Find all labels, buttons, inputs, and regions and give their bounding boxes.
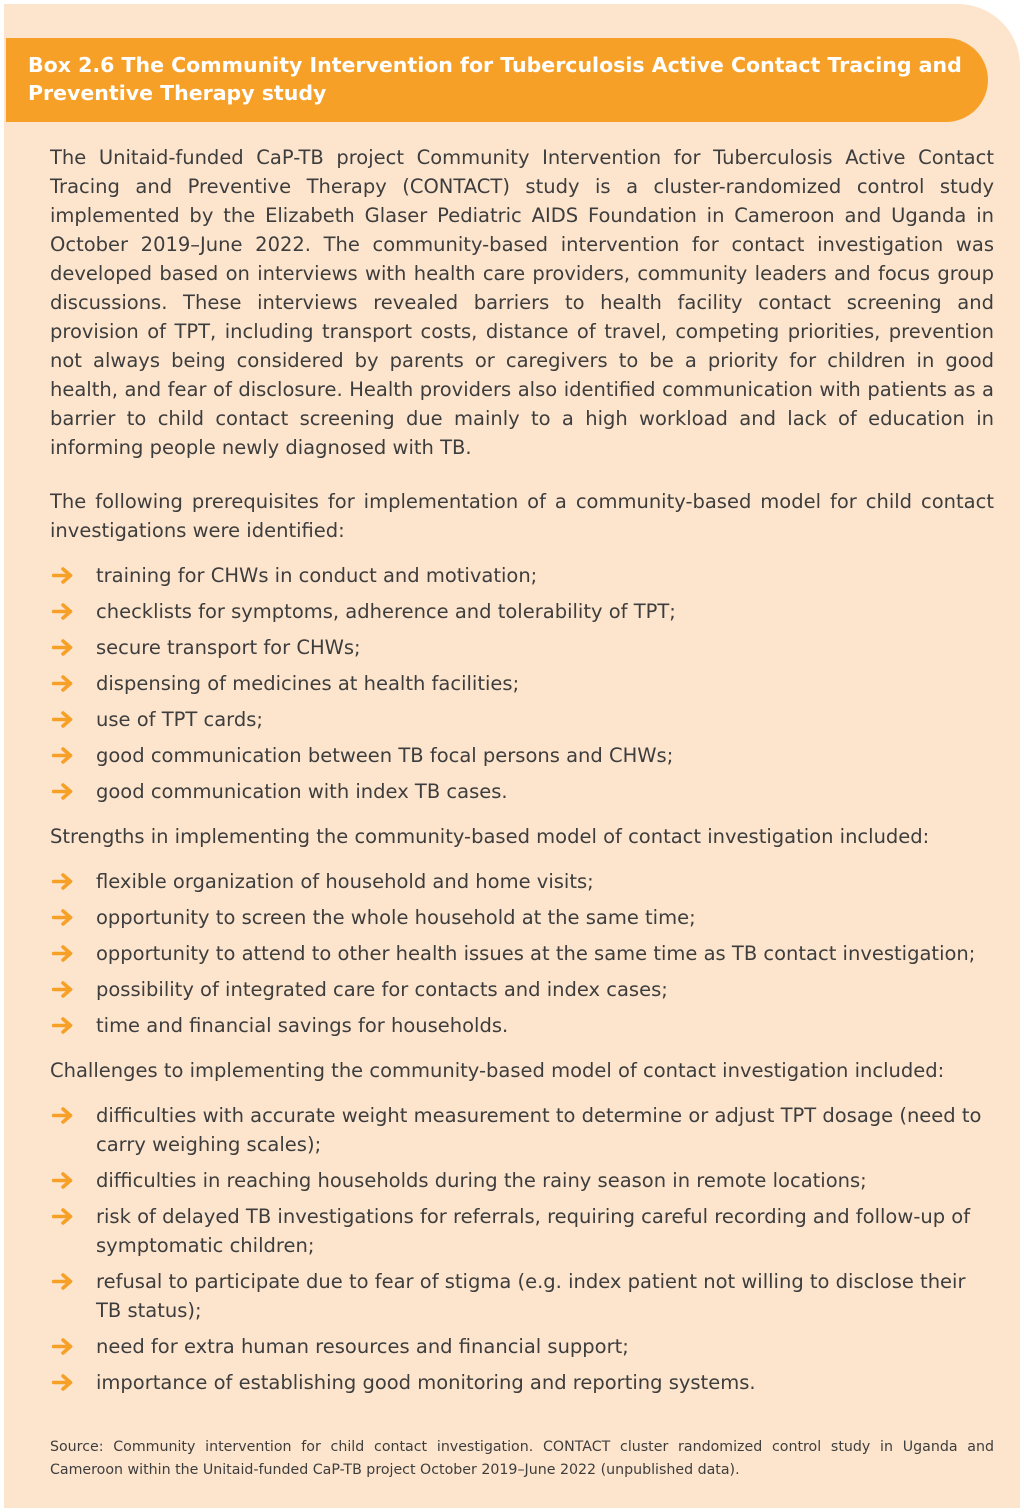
list-item-text: flexible organization of household and home visits; (96, 870, 594, 893)
arrow-right-icon (52, 1017, 74, 1034)
list-item (50, 705, 994, 734)
list-item-text: checklists for symptoms, adherence and tolerability of TPT; (96, 600, 676, 623)
arrow-right-icon (52, 1338, 74, 1355)
box-title: Box 2.6 The Community Intervention for Tuberculosis Active Contact Tracing and Preventive Therapy study (6, 38, 988, 122)
list-item (50, 633, 994, 662)
box-content (50, 143, 994, 1413)
arrow-right-icon (52, 639, 74, 656)
source-note: Source: Community intervention for child contact investigation. CONTACT cluster randomized control study in Uganda and Cameroon within the Unitaid-funded CaP-TB project October 2019–June 2022 (unpublished data). (50, 1439, 994, 1478)
list-item (50, 1166, 994, 1195)
list-item-text: secure transport for CHWs; (96, 636, 361, 659)
list-item (50, 867, 994, 896)
list-item (50, 669, 994, 698)
list-item-text: opportunity to attend to other health issues at the same time as TB contact investigation; (96, 942, 976, 965)
arrow-right-icon (52, 981, 74, 998)
arrow-right-icon (52, 567, 74, 584)
list-item (50, 1101, 994, 1159)
arrow-right-icon (52, 603, 74, 620)
list-item (50, 597, 994, 626)
arrow-right-icon (52, 873, 74, 890)
arrow-right-icon (52, 675, 74, 692)
arrow-right-icon (52, 1374, 74, 1391)
intro-paragraph: The Unitaid-funded CaP-TB project Community Intervention for Tuberculosis Active Contact Tracing and Preventive Therapy (CONTACT) study is a cluster-randomized control study implemented by the Elizabeth Glaser Pediatric AIDS Foundation in Cameroon and Uganda in October 2019–June 2022. The community-based intervention for contact investigation was developed based on interviews with health care providers, community leaders and focus group discussions. These interviews revealed barriers to health facility contact screening and provision of TPT, including transport costs, distance of travel, competing priorities, prevention not always being considered by parents or caregivers to be a priority for children in good health, and fear of disclosure. Health providers also identified communication with patients as a barrier to child contact screening due mainly to a high workload and lack of education in informing people newly diagnosed with TB. (50, 146, 994, 459)
list-item (50, 975, 994, 1004)
arrow-right-icon (52, 747, 74, 764)
strengths-list (50, 867, 994, 1040)
list-item-text: use of TPT cards; (96, 708, 263, 731)
list-item (50, 1202, 994, 1260)
list-item-text: difficulties with accurate weight measurement to determine or adjust TPT dosage (need to carry weighing scales); (96, 1104, 982, 1156)
arrow-right-icon (52, 909, 74, 926)
list-item-text: need for extra human resources and financial support; (96, 1335, 629, 1358)
arrow-right-icon (52, 711, 74, 728)
list-item (50, 939, 994, 968)
list-item-text: good communication with index TB cases. (96, 780, 508, 803)
strengths-lead: Strengths in implementing the community-based model of contact investigation included: (50, 825, 930, 848)
list-item-text: possibility of integrated care for contacts and index cases; (96, 978, 668, 1001)
arrow-right-icon (52, 1172, 74, 1189)
list-item-text: dispensing of medicines at health facilities; (96, 672, 520, 695)
arrow-right-icon (52, 1208, 74, 1225)
list-item (50, 903, 994, 932)
prerequisites-list (50, 561, 994, 806)
list-item-text: risk of delayed TB investigations for referrals, requiring careful recording and follow-up of symptomatic children; (96, 1205, 971, 1257)
list-item-text: importance of establishing good monitoring and reporting systems. (96, 1371, 756, 1394)
list-item (50, 777, 994, 806)
list-item (50, 1267, 994, 1325)
list-item-text: time and financial savings for households. (96, 1014, 509, 1037)
arrow-right-icon (52, 945, 74, 962)
arrow-right-icon (52, 783, 74, 800)
challenges-list (50, 1101, 994, 1397)
list-item-text: good communication between TB focal persons and CHWs; (96, 744, 674, 767)
list-item-text: opportunity to screen the whole household at the same time; (96, 906, 696, 929)
list-item-text: difficulties in reaching households during the rainy season in remote locations; (96, 1169, 867, 1192)
list-item (50, 1011, 994, 1040)
list-item (50, 1368, 994, 1397)
list-item (50, 1332, 994, 1361)
arrow-right-icon (52, 1107, 74, 1124)
prerequisites-lead: The following prerequisites for implementation of a community-based model for child contact investigations were identified: (50, 490, 994, 542)
list-item-text: refusal to participate due to fear of stigma (e.g. index patient not willing to disclose their TB status); (96, 1270, 966, 1322)
challenges-lead: Challenges to implementing the community-based model of contact investigation included: (50, 1059, 945, 1082)
arrow-right-icon (52, 1273, 74, 1290)
list-item (50, 741, 994, 770)
list-item-text: training for CHWs in conduct and motivation; (96, 564, 538, 587)
list-item (50, 561, 994, 590)
